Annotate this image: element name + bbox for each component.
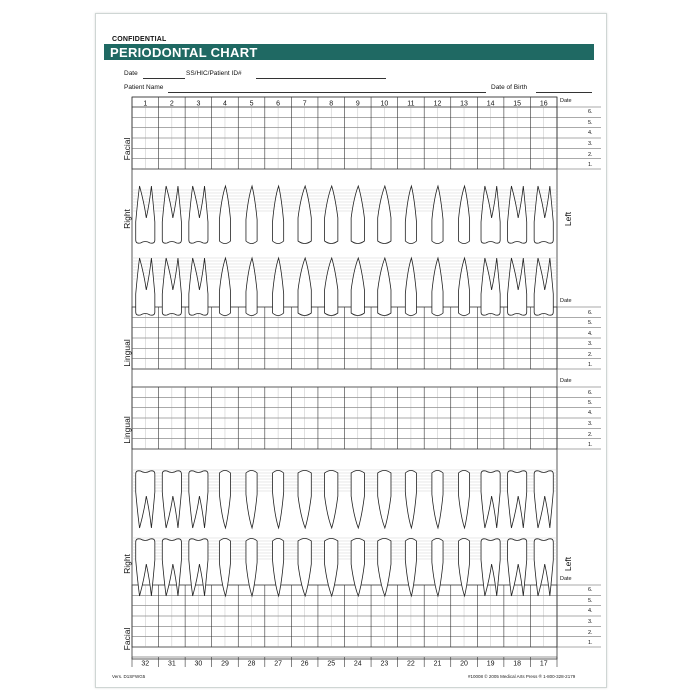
upper-facial-tooth [508, 186, 527, 243]
upper-facial-tooth [534, 186, 553, 243]
tooth-number: 25 [327, 660, 336, 668]
lower-facial-tooth [246, 539, 257, 597]
row-number: 5. [588, 320, 593, 326]
upper-facial-tooth [351, 186, 364, 244]
upper-lingual-label: Lingual [122, 339, 132, 367]
date-label-upper-lingual: Date [560, 298, 572, 304]
lower-facial-tooth [351, 539, 364, 597]
tooth-number: 29 [221, 660, 229, 668]
lower-lingual-tooth [458, 471, 469, 529]
version-footer: Vers. D1SFWG5 [112, 674, 146, 679]
upper-facial-tooth [189, 186, 208, 243]
row-number: 3. [588, 341, 593, 347]
tooth-number: 30 [194, 660, 203, 668]
tooth-number: 16 [539, 100, 548, 108]
row-number: 6. [588, 109, 593, 115]
lower-right-label: Right [122, 554, 132, 574]
row-number: 6. [588, 587, 593, 593]
lower-lingual-tooth [246, 471, 257, 529]
upper-facial-label: Facial [122, 137, 132, 161]
tooth-number: 31 [167, 660, 176, 668]
lower-left-label: Left [563, 556, 573, 572]
tooth-number: 17 [539, 660, 548, 668]
lower-facial-tooth [458, 539, 469, 597]
periodontal-chart-graphic [96, 14, 606, 687]
lower-facial-label: Facial [122, 627, 132, 651]
lower-lingual-tooth [325, 471, 338, 529]
upper-facial-tooth [325, 186, 338, 244]
tooth-number: 11 [407, 100, 415, 108]
upper-lingual-tooth [458, 258, 469, 316]
lower-lingual-tooth [405, 471, 416, 529]
lower-lingual-tooth [273, 471, 284, 529]
lower-lingual-tooth [378, 471, 391, 529]
tooth-number: 1 [143, 100, 148, 108]
tooth-number: 10 [380, 100, 389, 108]
upper-lingual-tooth [378, 258, 391, 316]
row-number: 1. [588, 442, 593, 448]
lower-lingual-tooth [136, 471, 155, 528]
lower-lingual-tooth [508, 471, 527, 528]
upper-right-label: Right [122, 209, 132, 229]
tooth-number: 4 [223, 100, 227, 108]
upper-facial-tooth [162, 186, 181, 243]
row-number: 2. [588, 630, 593, 636]
lower-facial-tooth [298, 539, 311, 597]
row-number: 2. [588, 352, 593, 358]
lower-facial-tooth [405, 539, 416, 597]
tooth-number: 14 [486, 100, 495, 108]
lower-lingual-tooth [189, 471, 208, 528]
upper-facial-tooth [136, 186, 155, 243]
row-number: 1. [588, 162, 593, 168]
tooth-number: 19 [486, 660, 495, 668]
upper-lingual-tooth [219, 258, 230, 316]
lower-lingual-tooth [351, 471, 364, 529]
tooth-number: 3 [196, 100, 201, 108]
row-number: 1. [588, 640, 593, 646]
upper-lingual-tooth [189, 258, 208, 315]
upper-facial-tooth [481, 186, 500, 243]
lower-facial-tooth [325, 539, 338, 597]
upper-lingual-tooth [246, 258, 257, 316]
upper-lingual-tooth [432, 258, 443, 316]
upper-facial-tooth [378, 186, 391, 244]
tooth-number: 26 [300, 660, 309, 668]
tooth-number: 9 [355, 100, 360, 108]
upper-lingual-tooth [162, 258, 181, 315]
tooth-number: 2 [169, 100, 174, 108]
row-number: 4. [588, 130, 593, 136]
row-number: 3. [588, 619, 593, 625]
lower-lingual-tooth [162, 471, 181, 528]
row-number: 5. [588, 598, 593, 604]
lower-lingual-tooth [481, 471, 500, 528]
row-number: 4. [588, 410, 593, 416]
upper-facial-tooth [405, 186, 416, 244]
chart-sheet [95, 13, 607, 688]
tooth-number: 23 [380, 660, 389, 668]
lower-facial-tooth [432, 539, 443, 597]
lower-lingual-tooth [298, 471, 311, 529]
row-number: 2. [588, 152, 593, 158]
confidential-label: CONFIDENTIAL [112, 36, 167, 43]
tooth-number: 28 [247, 660, 256, 668]
date-label-upper-facial: Date [560, 98, 572, 104]
lower-facial-tooth [378, 539, 391, 597]
row-number: 3. [588, 141, 593, 147]
tooth-number: 12 [433, 100, 442, 108]
tooth-number: 15 [513, 100, 522, 108]
tooth-number: 6 [276, 100, 281, 108]
upper-lingual-tooth [534, 258, 553, 315]
row-number: 4. [588, 608, 593, 614]
row-number: 2. [588, 432, 593, 438]
row-number: 4. [588, 331, 593, 337]
row-number: 5. [588, 120, 593, 126]
upper-facial-tooth [219, 186, 230, 244]
tooth-number: 27 [274, 660, 282, 668]
tooth-number: 21 [433, 660, 442, 668]
date-field-label: Date [124, 70, 138, 77]
copyright-footer: #10008 © 2005 Medical Arts Press ® 1-800-328-2179 [468, 674, 576, 679]
row-number: 1. [588, 362, 593, 368]
upper-lingual-tooth [508, 258, 527, 315]
lower-lingual-tooth [432, 471, 443, 529]
tooth-number: 24 [353, 660, 362, 668]
upper-facial-tooth [298, 186, 311, 244]
upper-lingual-tooth [273, 258, 284, 316]
tooth-number: 32 [141, 660, 150, 668]
dob-field-label: Date of Birth [491, 84, 528, 91]
lower-facial-tooth [273, 539, 284, 597]
upper-lingual-tooth [325, 258, 338, 316]
patient-id-field-label: SS/HIC/Patient ID# [186, 70, 242, 77]
upper-lingual-tooth [351, 258, 364, 316]
row-number: 6. [588, 310, 593, 316]
patient-name-field-label: Patient Name [124, 84, 164, 91]
row-number: 5. [588, 400, 593, 406]
tooth-number: 22 [407, 660, 415, 668]
upper-facial-tooth [246, 186, 257, 244]
upper-facial-tooth [273, 186, 284, 244]
lower-facial-tooth [219, 539, 230, 597]
upper-facial-tooth [432, 186, 443, 244]
row-number: 3. [588, 421, 593, 427]
lower-lingual-tooth [534, 471, 553, 528]
tooth-number: 20 [460, 660, 468, 668]
tooth-number: 13 [460, 100, 468, 108]
tooth-number: 7 [302, 100, 307, 108]
tooth-number: 5 [249, 100, 254, 108]
upper-lingual-tooth [136, 258, 155, 315]
upper-lingual-tooth [298, 258, 311, 316]
lower-lingual-tooth [219, 471, 230, 529]
upper-lingual-tooth [481, 258, 500, 315]
lower-lingual-label: Lingual [122, 416, 132, 444]
upper-lingual-tooth [405, 258, 416, 316]
upper-left-label: Left [563, 211, 573, 227]
date-label-lower-lingual: Date [560, 378, 572, 384]
row-number: 6. [588, 390, 593, 396]
date-label-lower-facial: Date [560, 576, 572, 582]
tooth-number: 18 [513, 660, 522, 668]
upper-facial-tooth [458, 186, 469, 244]
tooth-number: 8 [329, 100, 334, 108]
page-title: PERIODONTAL CHART [110, 45, 258, 60]
